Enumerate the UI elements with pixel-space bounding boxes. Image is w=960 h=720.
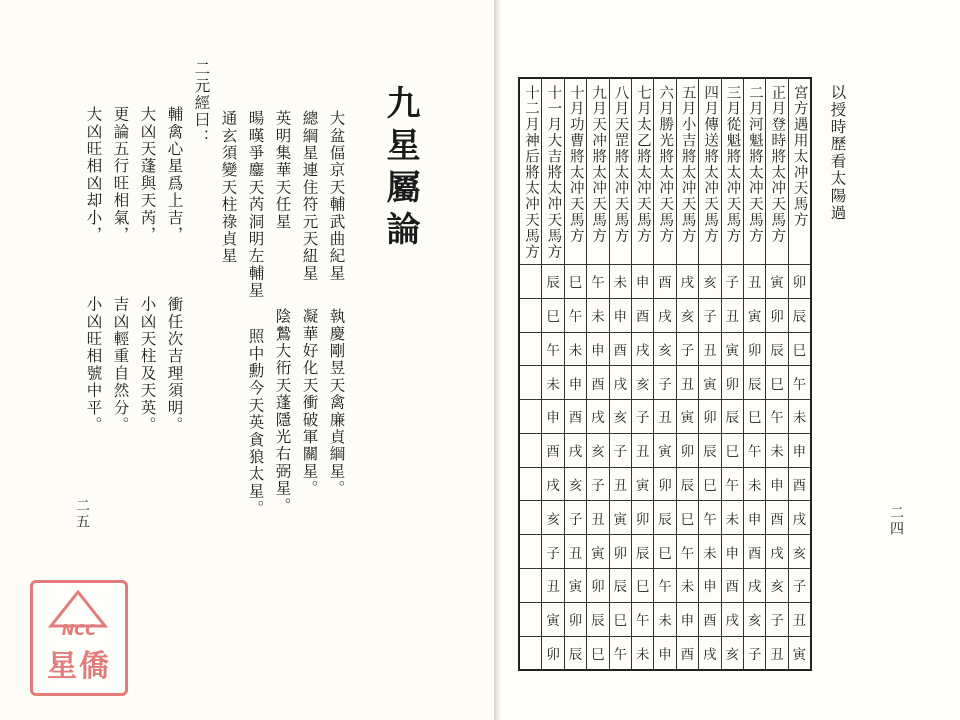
- text-column: 執慶剛昱天禽廉貞綱星。: [327, 308, 346, 498]
- table-cell: 未: [743, 467, 765, 501]
- column-header: 九月天冲將太冲天馬方: [590, 85, 607, 244]
- table-cell: [519, 535, 542, 569]
- table-row: [519, 569, 811, 603]
- column-header: 八月天罡將太冲天馬方: [612, 85, 629, 244]
- table-cell: 巳: [766, 366, 788, 400]
- table-cell: 午: [631, 602, 653, 636]
- table-cell: 寅: [631, 467, 653, 501]
- table-cell: 戌: [676, 264, 698, 298]
- table-cell: 戌: [587, 400, 609, 434]
- table-cell: 子: [766, 602, 788, 636]
- column-header: 正月登時將太冲天馬方: [769, 85, 786, 244]
- seal-text-en: NCC: [61, 621, 97, 639]
- table-cell: 酉: [654, 264, 676, 298]
- table-cell: 未: [609, 264, 631, 298]
- table-cell: 巳: [587, 636, 609, 670]
- table-cell: 丑: [743, 264, 765, 298]
- table-cell: 辰: [766, 332, 788, 366]
- table-cell: [519, 366, 542, 400]
- table-cell: 酉: [631, 298, 653, 332]
- table-cell: 寅: [542, 602, 564, 636]
- table-cell: 卯: [609, 535, 631, 569]
- table-cell: 子: [743, 636, 765, 670]
- table-cell: 亥: [609, 400, 631, 434]
- month-table: [518, 77, 812, 671]
- table-row: [519, 366, 811, 400]
- table-cell: 亥: [743, 602, 765, 636]
- table-cell: 辰: [699, 433, 721, 467]
- table-header-row: [519, 78, 811, 264]
- table-row: [519, 264, 811, 298]
- table-cell: 卯: [743, 332, 765, 366]
- table-cell: 子: [699, 298, 721, 332]
- column-header: 五月小吉將太冲天馬方: [679, 85, 696, 244]
- table-cell: 巳: [654, 535, 676, 569]
- table-cell: 寅: [676, 400, 698, 434]
- table-cell: 巳: [676, 501, 698, 535]
- table-cell: 酉: [609, 332, 631, 366]
- table-cell: 未: [699, 535, 721, 569]
- column-header: 十二月神后將太冲天馬方: [522, 85, 539, 260]
- table-cell: [519, 298, 542, 332]
- table-cell: 午: [654, 569, 676, 603]
- table-cell: 子: [721, 264, 743, 298]
- table-cell: 丑: [587, 501, 609, 535]
- text-column: 二元經曰：: [192, 60, 211, 146]
- table-cell: 卯: [699, 400, 721, 434]
- text-column: 小凶天柱及天英。: [138, 296, 157, 434]
- table-cell: 戌: [609, 366, 631, 400]
- table-cell: 卯: [587, 569, 609, 603]
- table-cell: 戌: [542, 467, 564, 501]
- table-cell: 卯: [631, 501, 653, 535]
- column-header: 六月勝光將太冲天馬方: [657, 85, 674, 244]
- table-row: [519, 501, 811, 535]
- table-cell: 酉: [766, 501, 788, 535]
- table-cell: [519, 636, 542, 670]
- column-header: 十一月大吉將太冲天馬方: [545, 85, 562, 260]
- column-header: 三月從魁將太冲天馬方: [724, 85, 741, 244]
- text-column: 大凶旺相凶却小，: [84, 106, 103, 244]
- table-cell: 卯: [564, 602, 586, 636]
- table-cell: 申: [699, 569, 721, 603]
- table-cell: 亥: [721, 636, 743, 670]
- table-cell: 辰: [788, 298, 811, 332]
- table-cell: 戌: [564, 433, 586, 467]
- table-cell: [519, 569, 542, 603]
- table-cell: 子: [609, 433, 631, 467]
- table-cell: 子: [654, 366, 676, 400]
- table-row: [519, 433, 811, 467]
- table-cell: 卯: [676, 433, 698, 467]
- text-column: 暘暵爭鏖天芮洞明左輔星: [246, 110, 265, 300]
- table-cell: 申: [676, 602, 698, 636]
- table-cell: 寅: [721, 332, 743, 366]
- table-row: [519, 467, 811, 501]
- text-column: 小凶旺相號中平。: [84, 296, 103, 434]
- text-column: 通玄須變天柱祿貞星: [219, 110, 238, 265]
- table-cell: 辰: [609, 569, 631, 603]
- table-cell: 寅: [743, 298, 765, 332]
- table-cell: 午: [676, 535, 698, 569]
- table-row: [519, 332, 811, 366]
- table-cell: 巳: [721, 433, 743, 467]
- table-cell: 寅: [587, 535, 609, 569]
- table-cell: 未: [587, 298, 609, 332]
- table-cell: 未: [564, 332, 586, 366]
- table-cell: 寅: [788, 636, 811, 670]
- table-cell: 卯: [788, 264, 811, 298]
- table-cell: 未: [676, 569, 698, 603]
- table-cell: 丑: [631, 433, 653, 467]
- table-cell: 子: [788, 569, 811, 603]
- column-header: 十月功曹將太冲天馬方: [567, 85, 584, 244]
- table-cell: [519, 264, 542, 298]
- table-cell: 申: [564, 366, 586, 400]
- table-row: [519, 400, 811, 434]
- table-cell: 午: [542, 332, 564, 366]
- table-cell: 未: [631, 636, 653, 670]
- text-column: 陰鷙大衎天蓬隱光右弼星。: [273, 308, 292, 515]
- table-cell: 申: [788, 433, 811, 467]
- table-cell: [519, 400, 542, 434]
- page-number: 二四: [888, 505, 904, 537]
- table-cell: 辰: [743, 366, 765, 400]
- table-cell: 戌: [699, 636, 721, 670]
- table-cell: 未: [766, 433, 788, 467]
- table-cell: 未: [542, 366, 564, 400]
- table-cell: 亥: [587, 433, 609, 467]
- table-cell: 午: [587, 264, 609, 298]
- page-number: 二五: [74, 498, 90, 530]
- table-cell: 申: [766, 467, 788, 501]
- table-cell: 子: [542, 535, 564, 569]
- table-cell: 寅: [654, 433, 676, 467]
- table-cell: 丑: [609, 467, 631, 501]
- table-cell: 巳: [631, 569, 653, 603]
- table-cell: 丑: [676, 366, 698, 400]
- column-header: 二月河魁將太冲天馬方: [746, 85, 763, 244]
- table-row: [519, 535, 811, 569]
- table-cell: 寅: [766, 264, 788, 298]
- text-column: 輔禽心星爲上吉，: [165, 106, 184, 244]
- table-cell: 辰: [542, 264, 564, 298]
- table-cell: [519, 501, 542, 535]
- table-cell: 亥: [564, 467, 586, 501]
- table-cell: 丑: [699, 332, 721, 366]
- table-cell: 丑: [564, 535, 586, 569]
- page-title: 九星屬論: [380, 85, 420, 253]
- table-cell: 酉: [564, 400, 586, 434]
- text-column: 照中勳今天英貪狼太星。: [246, 328, 265, 518]
- table-cell: 子: [587, 467, 609, 501]
- table-cell: [519, 602, 542, 636]
- table-cell: [519, 467, 542, 501]
- table-cell: 辰: [564, 636, 586, 670]
- table-cell: 亥: [542, 501, 564, 535]
- table-cell: 申: [743, 501, 765, 535]
- table-cell: 未: [788, 400, 811, 434]
- table-cell: 午: [721, 467, 743, 501]
- text-column: 凝華好化天衝破軍關星。: [300, 308, 319, 498]
- text-column: 衝任次吉理須明。: [165, 296, 184, 434]
- table-cell: 巳: [699, 467, 721, 501]
- table-cell: 卯: [721, 366, 743, 400]
- table-cell: 酉: [721, 569, 743, 603]
- table-cell: 未: [721, 501, 743, 535]
- table-cell: 申: [721, 535, 743, 569]
- table-cell: 申: [542, 400, 564, 434]
- column-header: 宮方遇用太冲天馬方: [791, 85, 808, 229]
- table-cell: 午: [766, 400, 788, 434]
- table-cell: 卯: [654, 467, 676, 501]
- table-cell: 辰: [631, 535, 653, 569]
- table-cell: 戌: [631, 332, 653, 366]
- table-cell: 亥: [631, 366, 653, 400]
- table-cell: 申: [631, 264, 653, 298]
- table-cell: 午: [699, 501, 721, 535]
- table-cell: [519, 332, 542, 366]
- text-column: 吉凶輕重自然分。: [111, 296, 130, 434]
- table-cell: 丑: [766, 636, 788, 670]
- table-cell: 辰: [654, 501, 676, 535]
- table-cell: 亥: [699, 264, 721, 298]
- table-cell: 子: [564, 501, 586, 535]
- table-cell: 丑: [654, 400, 676, 434]
- table-cell: 亥: [676, 298, 698, 332]
- table-cell: 巳: [564, 264, 586, 298]
- table-row: [519, 636, 811, 670]
- table-cell: 巳: [788, 332, 811, 366]
- table-cell: 卯: [542, 636, 564, 670]
- table-cell: 酉: [542, 433, 564, 467]
- table-cell: 申: [587, 332, 609, 366]
- table-cell: 午: [743, 433, 765, 467]
- seal-text-zh: 星僑: [47, 649, 111, 684]
- table-cell: 酉: [587, 366, 609, 400]
- table-cell: 卯: [766, 298, 788, 332]
- text-column: 大凶天蓬與天芮，: [138, 106, 157, 244]
- table-cell: 酉: [676, 636, 698, 670]
- table-cell: 午: [609, 636, 631, 670]
- table-cell: 亥: [654, 332, 676, 366]
- text-column: 更論五行旺相氣，: [111, 106, 130, 244]
- table-cell: 戌: [766, 535, 788, 569]
- side-note: 以授時歷看太陽過: [828, 84, 847, 222]
- table-cell: [519, 433, 542, 467]
- table-cell: 申: [609, 298, 631, 332]
- ncc-seal: [30, 580, 128, 696]
- table-row: [519, 602, 811, 636]
- table-cell: 戌: [743, 569, 765, 603]
- table-cell: 申: [654, 636, 676, 670]
- column-header: 七月太乙將太冲天馬方: [634, 85, 651, 244]
- table-cell: 辰: [721, 400, 743, 434]
- table-cell: 酉: [699, 602, 721, 636]
- table-cell: 巳: [609, 602, 631, 636]
- table-cell: 戌: [721, 602, 743, 636]
- table-cell: 午: [564, 298, 586, 332]
- table-cell: 戌: [654, 298, 676, 332]
- table-cell: 午: [788, 366, 811, 400]
- table-cell: 巳: [542, 298, 564, 332]
- text-column: 英明集華天任星: [273, 110, 292, 231]
- table-cell: 丑: [542, 569, 564, 603]
- text-column: 總綱星連住符元天紐星: [300, 110, 319, 282]
- column-header: 四月傳送將太冲天馬方: [702, 85, 719, 244]
- table-cell: 酉: [743, 535, 765, 569]
- table-cell: 丑: [721, 298, 743, 332]
- table-cell: 未: [654, 602, 676, 636]
- table-cell: 子: [676, 332, 698, 366]
- table-cell: 辰: [587, 602, 609, 636]
- table-cell: 辰: [676, 467, 698, 501]
- table-cell: 亥: [788, 535, 811, 569]
- table-cell: 寅: [609, 501, 631, 535]
- table-cell: 寅: [564, 569, 586, 603]
- text-column: 大盆偪京天輔武曲紀星: [327, 110, 346, 282]
- table-cell: 子: [631, 400, 653, 434]
- table-cell: 酉: [788, 467, 811, 501]
- table-row: [519, 298, 811, 332]
- table-cell: 戌: [788, 501, 811, 535]
- table-cell: 丑: [788, 602, 811, 636]
- table-cell: 巳: [743, 400, 765, 434]
- table-cell: 亥: [766, 569, 788, 603]
- table-cell: 寅: [699, 366, 721, 400]
